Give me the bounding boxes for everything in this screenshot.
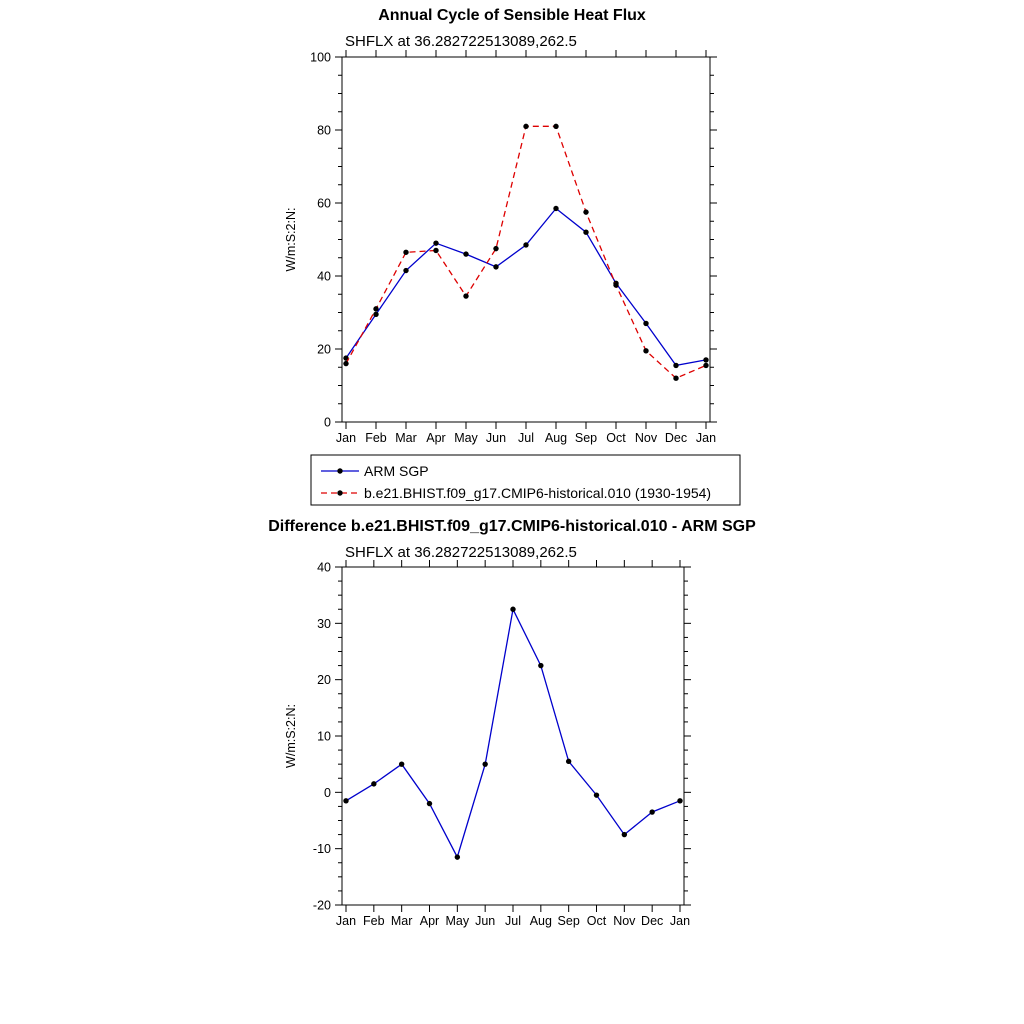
- data-point-marker: [553, 206, 558, 211]
- y-tick-label: 40: [317, 269, 331, 284]
- data-point-marker: [399, 761, 404, 766]
- data-point-marker: [371, 781, 376, 786]
- y-tick-label: -10: [312, 842, 331, 857]
- x-tick-label: Aug: [529, 914, 552, 928]
- x-tick-label: Mar: [390, 914, 413, 928]
- y-tick-label: 30: [317, 616, 331, 631]
- data-point-marker: [493, 246, 498, 251]
- data-point-marker: [673, 376, 678, 381]
- y-tick-label: 40: [317, 560, 331, 575]
- data-point-marker: [403, 268, 408, 273]
- x-tick-label: Jun: [475, 914, 496, 928]
- data-point-marker: [403, 250, 408, 255]
- y-tick-label: 60: [317, 196, 331, 211]
- y-tick-label: 0: [324, 415, 331, 430]
- data-point-marker: [343, 361, 348, 366]
- x-tick-label: Oct: [606, 431, 626, 445]
- x-tick-label: Jul: [505, 914, 521, 928]
- data-point-marker: [433, 240, 438, 245]
- x-tick-label: Jun: [485, 431, 507, 445]
- data-point-marker: [510, 607, 515, 612]
- x-tick-label: Jan: [695, 431, 717, 445]
- chart2-plot-area: [284, 560, 691, 928]
- x-tick-label: Sep: [574, 431, 598, 445]
- data-point-marker: [643, 348, 648, 353]
- x-tick-label: Jan: [335, 431, 357, 445]
- chart2-subtitle: SHFLX at 36.282722513089,262.5: [345, 544, 577, 561]
- data-point-marker: [594, 792, 599, 797]
- data-point-marker: [538, 663, 543, 668]
- plot-frame: [342, 567, 684, 905]
- x-tick-label: Feb: [363, 914, 385, 928]
- x-tick-label: Nov: [634, 431, 658, 445]
- data-point-marker: [523, 124, 528, 129]
- plot-frame: [342, 57, 710, 422]
- x-tick-label: Mar: [395, 431, 417, 445]
- x-tick-label: Oct: [586, 914, 607, 928]
- y-axis: [313, 561, 691, 913]
- data-point-marker: [343, 798, 348, 803]
- x-tick-label: Feb: [365, 431, 387, 445]
- data-point-marker: [583, 230, 588, 235]
- chart1-plot-area: [284, 50, 717, 445]
- chart1-subtitle: SHFLX at 36.282722513089,262.5: [345, 33, 577, 50]
- data-point-marker: [613, 282, 618, 287]
- data-point-marker: [482, 761, 487, 766]
- y-tick-label: 20: [317, 673, 331, 688]
- data-point-marker: [703, 357, 708, 362]
- chart1-legend: [311, 455, 740, 505]
- y-tick-label: 0: [324, 785, 331, 800]
- legend-label: b.e21.BHIST.f09_g17.CMIP6-historical.010 (1930-1954): [364, 485, 712, 501]
- x-tick-label: Jan: [335, 914, 357, 928]
- data-point-marker: [463, 251, 468, 256]
- y-tick-label: -20: [312, 898, 331, 913]
- y-axis-title: W/m:S:2:N:: [284, 704, 298, 768]
- data-point-marker: [649, 809, 654, 814]
- x-tick-label: Aug: [544, 431, 568, 445]
- data-point-marker: [583, 209, 588, 214]
- data-point-marker: [566, 759, 571, 764]
- data-point-marker: [643, 321, 648, 326]
- y-tick-label: 100: [310, 50, 331, 65]
- series-line: [346, 209, 706, 366]
- x-tick-label: Apr: [426, 431, 446, 445]
- y-tick-label: 10: [317, 729, 331, 744]
- x-tick-label: Jan: [669, 914, 691, 928]
- legend-marker: [337, 468, 342, 473]
- x-tick-label: Apr: [419, 914, 440, 928]
- x-tick-label: May: [445, 914, 470, 928]
- data-point-marker: [523, 242, 528, 247]
- x-tick-label: May: [454, 431, 478, 445]
- x-tick-label: Dec: [641, 914, 664, 928]
- series-line: [346, 609, 680, 857]
- y-axis-title: W/m:S:2:N:: [284, 207, 298, 272]
- data-point-marker: [553, 124, 558, 129]
- data-point-marker: [677, 798, 682, 803]
- data-point-marker: [427, 801, 432, 806]
- data-point-marker: [455, 854, 460, 859]
- data-point-marker: [373, 306, 378, 311]
- y-axis: [310, 51, 717, 430]
- data-point-marker: [493, 264, 498, 269]
- data-point-marker: [463, 293, 468, 298]
- chart2-title: Difference b.e21.BHIST.f09_g17.CMIP6-historical.010 - ARM SGP: [268, 518, 756, 535]
- data-point-marker: [703, 363, 708, 368]
- data-point-marker: [433, 248, 438, 253]
- x-tick-label: Jul: [518, 431, 534, 445]
- legend-label: ARM SGP: [364, 463, 429, 479]
- x-axis: [336, 560, 690, 928]
- data-point-marker: [373, 312, 378, 317]
- series-line: [346, 126, 706, 378]
- x-tick-label: Dec: [664, 431, 688, 445]
- chart1-title: Annual Cycle of Sensible Heat Flux: [378, 7, 646, 24]
- y-tick-label: 80: [317, 123, 331, 138]
- data-point-marker: [673, 363, 678, 368]
- x-tick-label: Sep: [557, 914, 580, 928]
- y-tick-label: 20: [317, 342, 331, 357]
- data-point-marker: [622, 832, 627, 837]
- legend-marker: [337, 490, 342, 495]
- x-tick-label: Nov: [613, 914, 636, 928]
